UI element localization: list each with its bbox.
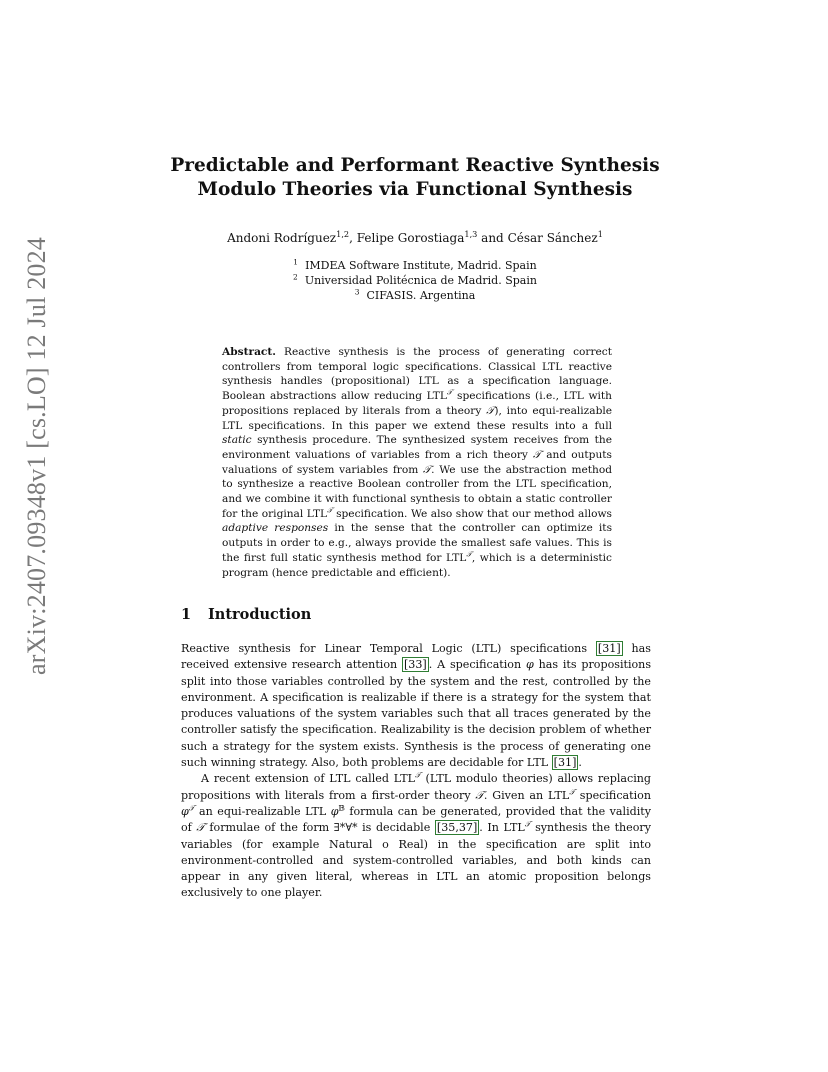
body-text: (LTL modulo theories) allows replacing propositions with literals from a first-order theory xyxy=(181,772,651,802)
author-list xyxy=(150,231,680,245)
theory-symbol: 𝒯 xyxy=(532,448,542,461)
affiliation xyxy=(150,273,680,288)
boolean-symbol: 𝔹 xyxy=(338,803,345,813)
paragraph xyxy=(181,641,651,771)
body-text: is decidable xyxy=(357,821,435,835)
theory-symbol: 𝒯 xyxy=(446,387,453,397)
body-text: A recent extension of LTL called LTL xyxy=(201,772,415,786)
author-affil-mark: 1,3 xyxy=(464,229,478,239)
arxiv-identifier: arXiv:2407.09348v1 [cs.LO] 12 Jul 2024 xyxy=(22,237,51,675)
author-name: Andoni Rodríguez xyxy=(227,231,337,245)
abstract-text: Reactive synthesis is the process of generating correct controllers from temporal logic specifications. Classical LTL reactive synthesis handles (propositional) LTL as a specification language. Boolean abstractions allow reducing LTL xyxy=(222,346,612,403)
body-text: synthesis the theory variables (for example Natural o Real) in the specification are split into environment-controlled and system-controlled variables, and both kinds can appear in any given literal, whereas in LTL an atomic proposition belongs exclusively to one player. xyxy=(181,821,651,900)
citation-link[interactable]: [35,37] xyxy=(436,821,478,835)
body-text: formulae of the form xyxy=(204,821,334,835)
theory-symbol: 𝒯 xyxy=(423,463,432,476)
theory-symbol: 𝒯 xyxy=(486,404,495,417)
phi-symbol: φ xyxy=(525,658,534,672)
abstract-text: , which is a deterministic program (hence predictable and efficient). xyxy=(222,551,612,579)
paragraph xyxy=(181,771,651,901)
theory-symbol: 𝒯 xyxy=(196,821,205,835)
theory-symbol: 𝒯 xyxy=(327,505,333,515)
theory-symbol: 𝒯 xyxy=(466,549,472,559)
body-text: an equi-realizable LTL xyxy=(194,804,331,818)
body-text: . In LTL xyxy=(479,821,525,835)
body-text: Reactive synthesis for Linear Temporal Logic (LTL) specifications xyxy=(181,642,596,655)
author-affil-mark: 1,2 xyxy=(336,229,350,239)
body-text: specification xyxy=(575,788,651,802)
affiliation-text: Universidad Politécnica de Madrid. Spain xyxy=(304,274,537,287)
affiliation-text: CIFASIS. Argentina xyxy=(366,289,476,302)
author-name: César Sánchez xyxy=(507,231,598,245)
affiliation-number: 3 xyxy=(354,287,360,297)
abstract-text: and outputs valuations of system variables from xyxy=(222,448,612,476)
phi-symbol: φ xyxy=(330,804,339,818)
title-line-1: Predictable and Performant Reactive Synthesis xyxy=(170,155,660,176)
author-name: Felipe Gorostiaga xyxy=(356,231,465,245)
citation-link[interactable]: [31] xyxy=(553,756,577,770)
theory-symbol: 𝒯 xyxy=(414,770,421,780)
emphasis-static: static xyxy=(222,434,252,447)
affiliation xyxy=(150,288,680,303)
affiliation-number: 1 xyxy=(293,257,299,267)
abstract-text: . We use the abstraction method to synthesize a reactive Boolean controller from the LTL specification, and we combine it with functional synthesis to obtain a static controller for the original LTL xyxy=(222,463,612,520)
author-separator: and xyxy=(477,231,508,245)
theory-symbol: 𝒯 xyxy=(524,819,531,829)
phi-symbol: φ xyxy=(181,804,189,818)
abstract xyxy=(222,345,612,580)
affiliation xyxy=(150,258,680,273)
body-text: . A specification xyxy=(428,658,526,672)
quantifier-prefix: ∃*∀* xyxy=(333,821,358,835)
introduction-body xyxy=(181,641,651,902)
paper-title xyxy=(150,154,680,202)
body-text: formula can be generated, provided that the validity of xyxy=(181,804,651,835)
body-text: . xyxy=(578,756,582,770)
theory-symbol: 𝒯 xyxy=(188,803,195,813)
abstract-text: ), into equi-realizable LTL specifications. In this paper we extend these results into a full xyxy=(222,404,613,432)
body-text: . Given an LTL xyxy=(483,788,570,802)
citation-link[interactable]: [33] xyxy=(403,658,427,672)
theory-symbol: 𝒯 xyxy=(569,786,575,796)
section-heading xyxy=(181,606,651,623)
author-affil-mark: 1 xyxy=(597,229,603,239)
abstract-text: synthesis procedure. The synthesized system receives from the environment valuations of variables from a rich theory xyxy=(222,434,612,461)
affiliation-number: 2 xyxy=(293,272,298,282)
section-number: 1 xyxy=(181,606,192,623)
emphasis-adaptive: adaptive responses xyxy=(222,522,329,535)
author-separator: , xyxy=(349,231,357,245)
title-line-2: Modulo Theories via Functional Synthesis xyxy=(197,179,633,200)
theory-symbol: 𝒯 xyxy=(475,788,484,802)
abstract-text: specification. We also show that our method allows xyxy=(332,507,612,520)
body-text: has its propositions split into those variables controlled by the system and the rest, controlled by the environment. A specification is realizable if there is a strategy for the system that produces valuations of the system variables such that all traces generated by the controller satisfy the specification. Realizability is the decision problem of whether such a strategy for the system exists. Synthesis is the process of generating one such winning strategy. Also, both problems are decidable for LTL xyxy=(181,658,652,770)
affiliation-text: IMDEA Software Institute, Madrid. Spain xyxy=(305,259,537,272)
abstract-label: Abstract. xyxy=(222,346,276,358)
abstract-text: specifications (i.e., LTL with propositions replaced by literals from a theory xyxy=(222,390,612,417)
affiliation-list xyxy=(150,258,680,303)
abstract-text: in the sense that the controller can optimize its outputs in order to e.g., always provide the smallest safe values. This is the first full static synthesis method for LTL xyxy=(222,522,613,564)
section-title: Introduction xyxy=(208,606,312,623)
citation-link[interactable]: [31] xyxy=(597,642,621,655)
body-text: has received extensive research attention xyxy=(181,642,651,672)
